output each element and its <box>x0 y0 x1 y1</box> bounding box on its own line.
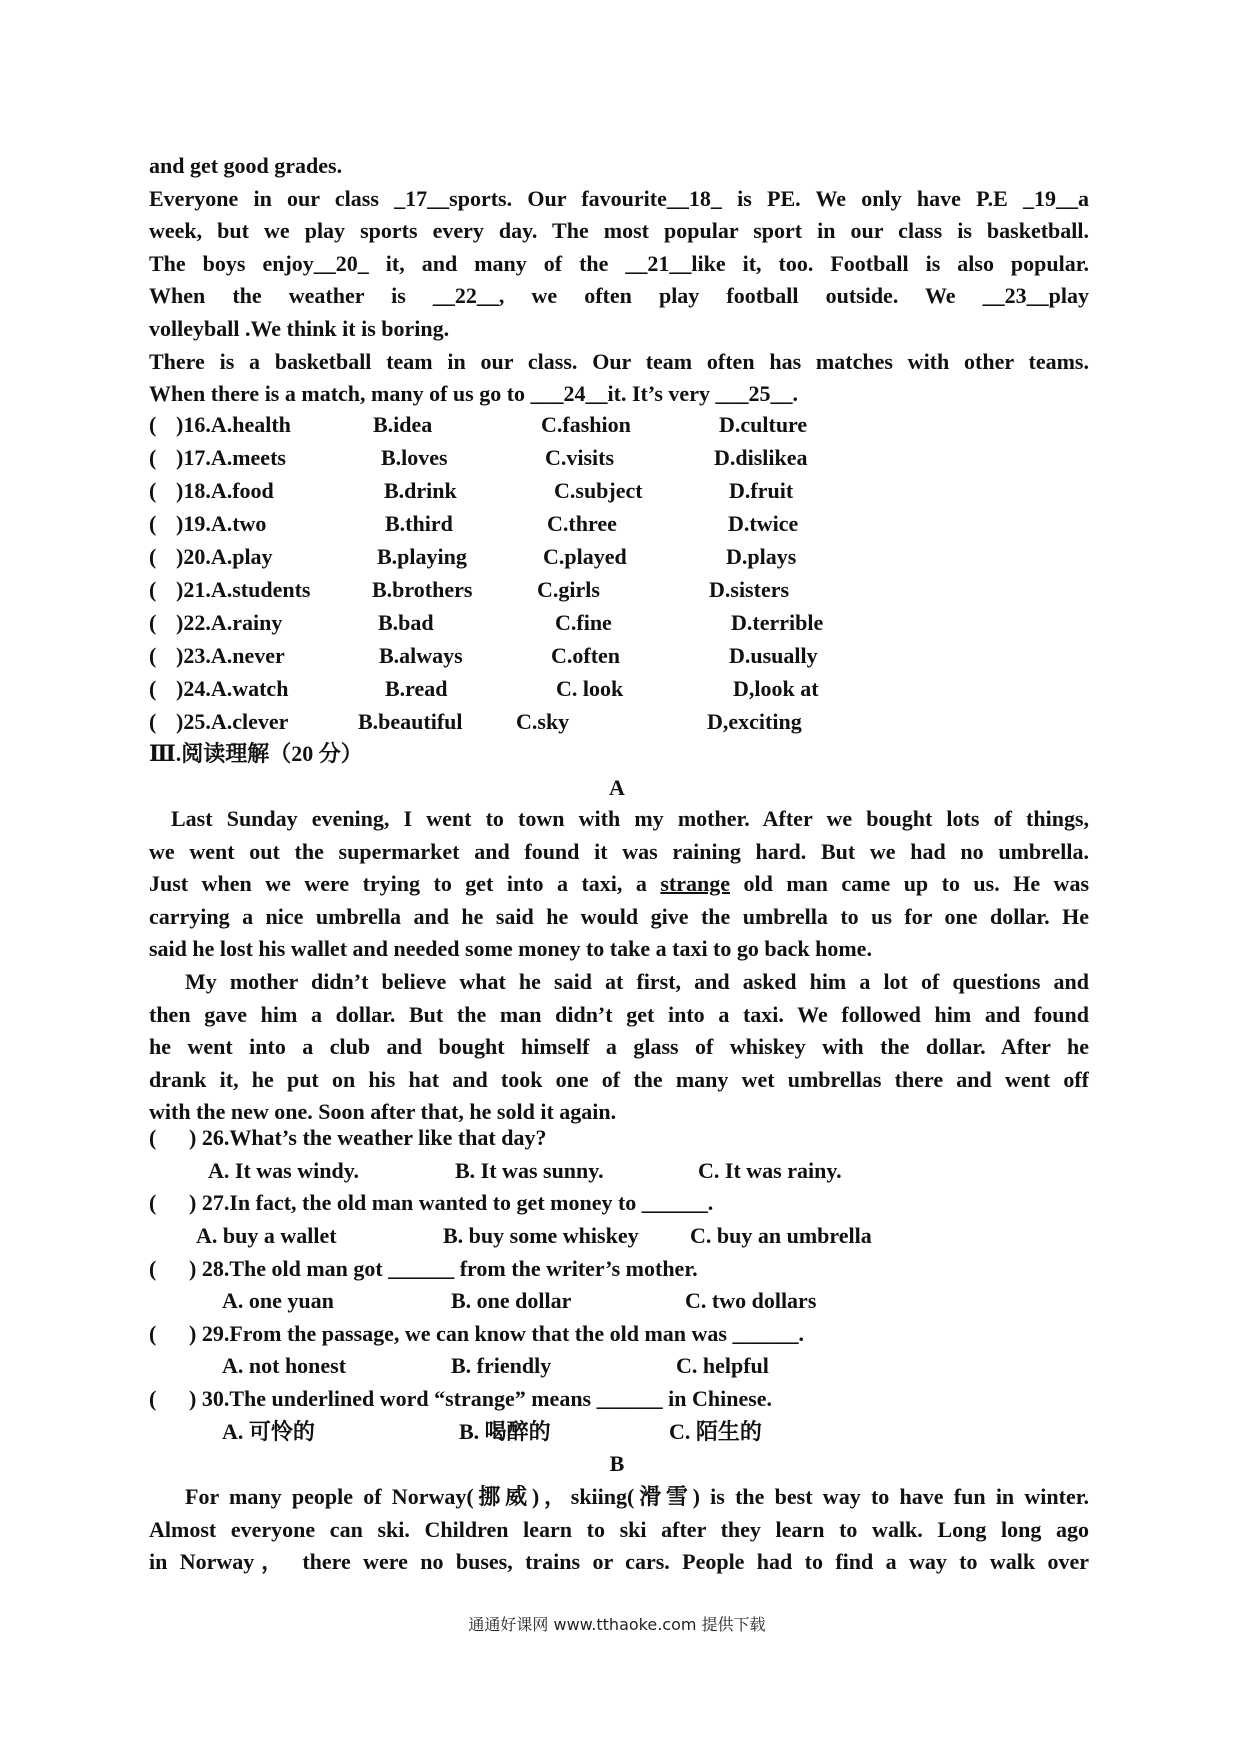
answer-choices <box>222 1416 1122 1448</box>
option-a: )18.A.food <box>176 478 274 503</box>
answer-blank[interactable]: ( <box>149 544 157 569</box>
option-row <box>149 442 909 474</box>
passage-a-label: A <box>609 775 625 800</box>
choice-b: B. It was sunny. <box>455 1158 604 1183</box>
answer-blank[interactable]: ( <box>149 478 157 503</box>
option-d: D.dislikea <box>714 445 808 470</box>
answer-blank[interactable]: ( <box>149 643 157 668</box>
text-line: with the new one. Soon after that, he sold it again. <box>149 1099 617 1125</box>
passage-b-paragraph <box>149 1481 1089 1579</box>
text-line: My mother didn’t believe what he said at first, and asked him a lot of questions and <box>185 969 1089 994</box>
answer-choices <box>208 1155 1108 1187</box>
option-d: D,exciting <box>707 709 802 734</box>
option-c: C.subject <box>554 478 643 503</box>
question-text: ) 26.What’s the weather like that day? <box>189 1125 547 1150</box>
option-d: D.usually <box>729 643 818 668</box>
cloze-passage <box>149 150 1089 411</box>
option-a: )21.A.students <box>176 577 311 602</box>
option-b: B.beautiful <box>358 709 463 734</box>
answer-blank[interactable]: ( <box>149 1386 157 1411</box>
passage-a-paragraph-1 <box>149 803 1089 966</box>
option-row <box>149 607 909 639</box>
passage-b-label: B <box>609 1451 625 1476</box>
option-c: C.visits <box>545 445 615 470</box>
option-a: )20.A.play <box>176 544 273 569</box>
text-line: carrying a nice umbrella and he said he would give the umbrella to us for one dollar. He <box>149 903 1089 929</box>
choice-a: A. It was windy. <box>208 1158 359 1183</box>
option-row <box>149 706 909 738</box>
answer-choices <box>222 1285 1122 1317</box>
option-row <box>149 574 909 606</box>
option-d: D.sisters <box>709 577 790 602</box>
option-b: B.bad <box>378 610 434 635</box>
choice-c: C. two dollars <box>685 1288 817 1313</box>
choice-a: A. buy a wallet <box>196 1223 337 1248</box>
option-b: B.third <box>385 511 453 536</box>
choice-c: C. buy an umbrella <box>690 1223 872 1248</box>
choice-a: A. one yuan <box>222 1288 334 1313</box>
answer-choices <box>196 1220 1096 1252</box>
choice-c: C. helpful <box>676 1353 769 1378</box>
answer-blank[interactable]: ( <box>149 676 157 701</box>
text-line: For many people of Norway(挪威)，skiing(滑雪) is the best way to have fun in winter. <box>185 1484 1089 1509</box>
text-line: said he lost his wallet and needed some money to take a taxi to go back home. <box>149 936 872 962</box>
option-row <box>149 508 909 540</box>
choice-b: B. 喝醉的 <box>459 1419 551 1444</box>
section-heading: Ⅲ.阅读理解（20 分） <box>149 741 363 766</box>
answer-blank[interactable]: ( <box>149 412 157 437</box>
option-d: D.fruit <box>729 478 794 503</box>
option-b: B.always <box>379 643 463 668</box>
text-line: Almost everyone can ski. Children learn to ski after they learn to walk. Long long ago <box>149 1516 1089 1542</box>
text-line: then gave him a dollar. But the man didn’t get into a taxi. We followed him and found <box>149 1001 1089 1027</box>
text-line: When there is a match, many of us go to ___24__it. It’s very ___25__. <box>149 381 798 407</box>
page-footer: 通通好课网 www.tthaoke.com 提供下载 <box>468 1615 766 1634</box>
option-c: C.often <box>551 643 621 668</box>
text-line: week, but we play sports every day. The most popular sport in our class is basketball. <box>149 218 1089 244</box>
option-d: D.twice <box>728 511 799 536</box>
text-line: volleyball .We think it is boring. <box>149 315 450 341</box>
option-a: )16.A.health <box>176 412 291 437</box>
option-c: C.fine <box>555 610 612 635</box>
answer-blank[interactable]: ( <box>149 709 157 734</box>
option-d: D.culture <box>719 412 808 437</box>
option-c: C. look <box>556 676 624 701</box>
question-text: ) 29.From the passage, we can know that the old man was ______. <box>189 1321 804 1346</box>
option-row <box>149 673 909 705</box>
option-a: )17.A.meets <box>176 445 286 470</box>
option-b: B.brothers <box>372 577 473 602</box>
answer-blank[interactable]: ( <box>149 511 157 536</box>
answer-blank[interactable]: ( <box>149 445 157 470</box>
underlined-word: strange <box>660 871 731 897</box>
option-a: )19.A.two <box>176 511 267 536</box>
option-row <box>149 541 909 573</box>
option-c: C.sky <box>516 709 570 734</box>
text-line: drank it, he put on his hat and took one of the many wet umbrellas there and went off <box>149 1066 1089 1092</box>
option-b: B.playing <box>377 544 467 569</box>
text-line: in Norway， there were no buses, trains or cars. People had to find a way to walk over <box>149 1549 1089 1575</box>
answer-blank[interactable]: ( <box>149 1125 157 1150</box>
passage-a-paragraph-2 <box>149 966 1089 1129</box>
option-d: D.terrible <box>731 610 824 635</box>
option-d: D.plays <box>726 544 797 569</box>
text-line: Just when we were trying to get into a taxi, a strange old man came up to us. He was <box>149 871 1089 897</box>
option-b: B.read <box>385 676 448 701</box>
question-text: ) 27.In fact, the old man wanted to get money to ______. <box>189 1190 714 1215</box>
option-a: )23.A.never <box>176 643 285 668</box>
option-b: B.drink <box>384 478 457 503</box>
answer-choices <box>222 1350 1122 1382</box>
option-a: )24.A.watch <box>176 676 289 701</box>
answer-blank[interactable]: ( <box>149 1256 157 1281</box>
choice-c: C. 陌生的 <box>669 1419 762 1444</box>
option-c: C.three <box>547 511 617 536</box>
option-c: C.fashion <box>541 412 631 437</box>
text-line: There is a basketball team in our class. Our team often has matches with other teams. <box>149 348 1089 374</box>
question-text: ) 28.The old man got ______ from the writer’s mother. <box>189 1256 698 1281</box>
option-a: )22.A.rainy <box>176 610 283 635</box>
choice-a: A. 可怜的 <box>222 1419 315 1444</box>
choice-a: A. not honest <box>222 1353 347 1378</box>
answer-blank[interactable]: ( <box>149 577 157 602</box>
answer-blank[interactable]: ( <box>149 1321 157 1346</box>
answer-blank[interactable]: ( <box>149 1190 157 1215</box>
choice-b: B. friendly <box>451 1353 552 1378</box>
option-row <box>149 409 909 441</box>
option-row <box>149 475 909 507</box>
text-line: The boys enjoy__20_ it, and many of the __21__like it, too. Football is also popular. <box>149 250 1089 276</box>
choice-c: C. It was rainy. <box>698 1158 842 1183</box>
option-d: D,look at <box>733 676 819 701</box>
answer-blank[interactable]: ( <box>149 610 157 635</box>
text-line: Last Sunday evening, I went to town with my mother. After we bought lots of things, <box>171 806 1089 831</box>
text-line: When the weather is __22__, we often play football outside. We __23__play <box>149 283 1089 309</box>
text-line: we went out the supermarket and found it was raining hard. But we had no umbrella. <box>149 838 1089 864</box>
choice-b: B. buy some whiskey <box>443 1223 639 1248</box>
option-c: C.played <box>543 544 627 569</box>
text-line: and get good grades. <box>149 153 343 178</box>
option-row <box>149 640 909 672</box>
choice-b: B. one dollar <box>451 1288 572 1313</box>
text-line: Everyone in our class _17__sports. Our favourite__18_ is PE. We only have P.E _19__a <box>149 185 1089 211</box>
option-a: )25.A.clever <box>176 709 289 734</box>
option-b: B.loves <box>381 445 448 470</box>
text-line: he went into a club and bought himself a glass of whiskey with the dollar. After he <box>149 1034 1089 1060</box>
option-b: B.idea <box>373 412 433 437</box>
option-c: C.girls <box>537 577 600 602</box>
question-text: ) 30.The underlined word “strange” means ______ in Chinese. <box>189 1386 773 1411</box>
